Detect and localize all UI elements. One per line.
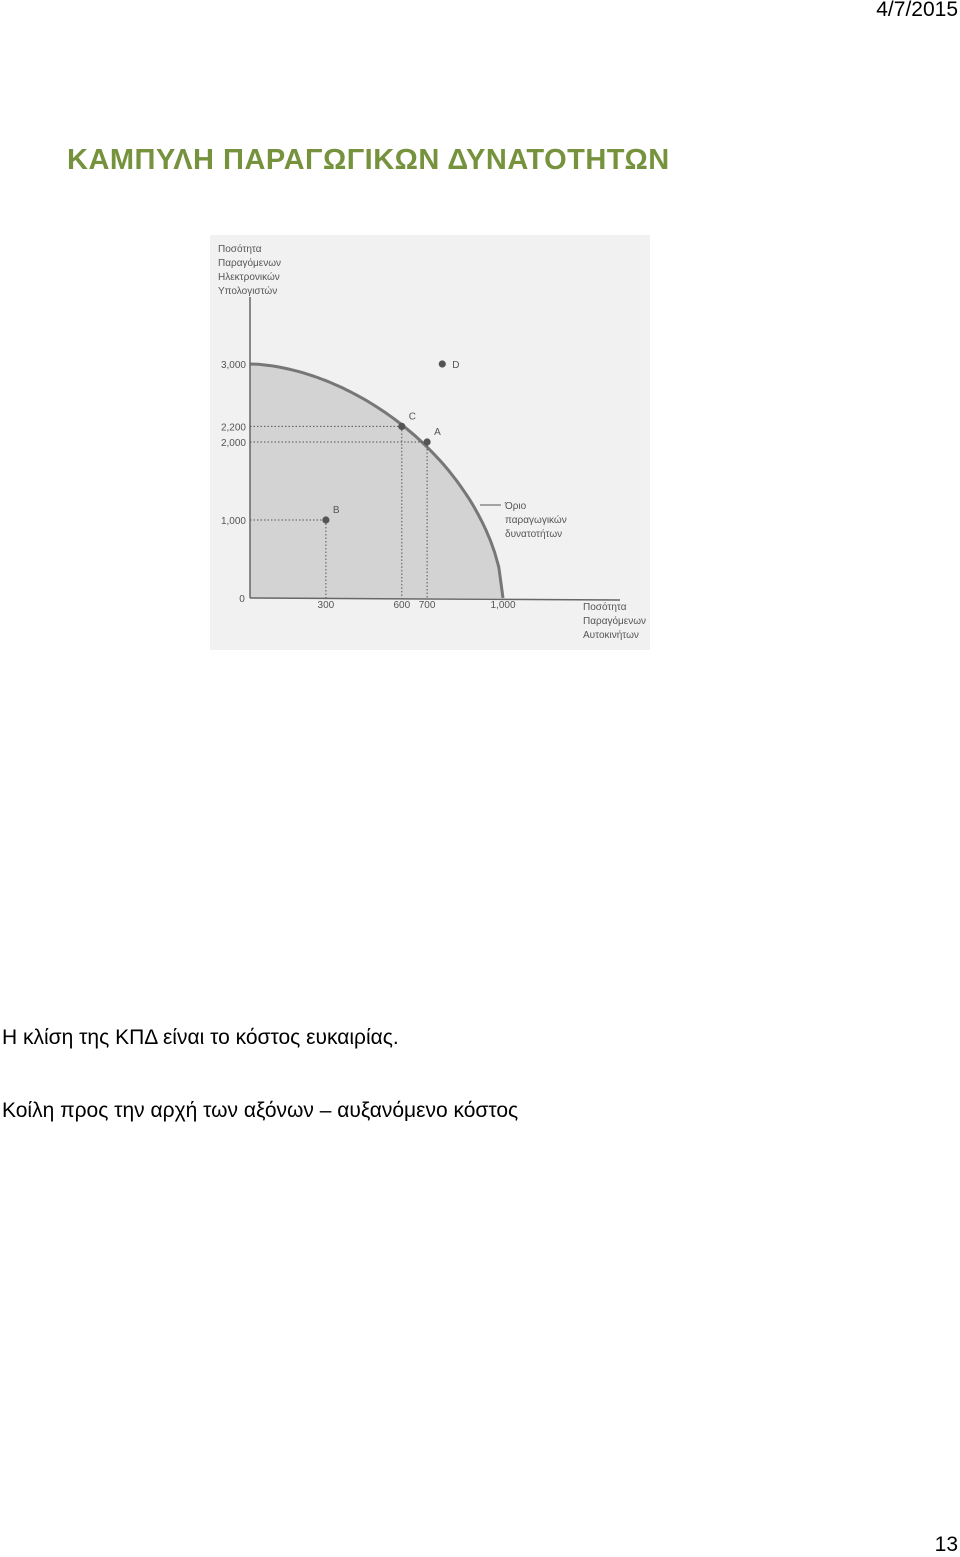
point-B <box>322 516 329 523</box>
point-label-C: C <box>408 411 417 423</box>
point-label-B: B <box>332 505 340 516</box>
chart-svg <box>210 235 650 650</box>
curve-label: παραγωγικών <box>505 515 567 526</box>
x-axis-label: Αυτοκινήτων <box>583 630 639 641</box>
point-D <box>439 360 446 367</box>
body-text-concave: Κοίλη προς την αρχή των αξόνων – αυξανόμενο κόστος <box>2 1099 519 1122</box>
x-tick-label: 600 <box>393 600 411 611</box>
x-tick-label: 1,000 <box>490 600 516 611</box>
page-number: 13 <box>934 1533 958 1556</box>
x-tick-label: 300 <box>317 600 335 611</box>
x-axis-label: Παραγόμενων <box>583 616 647 627</box>
page-title: ΚΑΜΠΥΛΗ ΠΑΡΑΓΩΓΙΚΩΝ ΔΥΝΑΤΟΤΗΤΩΝ <box>67 144 670 176</box>
point-C <box>398 423 405 430</box>
point-label-D: D <box>452 360 460 371</box>
ppf-area <box>250 364 503 598</box>
point-label-A: A <box>434 427 441 438</box>
y-axis-label: Υπολογιστών <box>218 286 278 297</box>
body-text-slope: Η κλίση της ΚΠΔ είναι το κόστος ευκαιρίας. <box>2 1026 399 1049</box>
date: 4/7/2015 <box>876 0 958 21</box>
x-tick-label: 700 <box>418 600 436 611</box>
ppf-chart <box>210 235 650 650</box>
y-tick-label: 1,000 <box>220 516 246 527</box>
point-A <box>424 438 431 445</box>
x-tick-label: 0 <box>239 594 245 605</box>
y-axis-label: Ηλεκτρονικών <box>218 272 280 283</box>
curve-label: δυνατοτήτων <box>505 529 563 540</box>
y-tick-label: 2,200 <box>220 422 246 434</box>
curve-label: Όριο <box>505 501 527 512</box>
y-tick-label: 3,000 <box>220 360 246 371</box>
x-axis-label: Ποσότητα <box>583 602 627 613</box>
y-tick-label: 2,000 <box>220 438 246 449</box>
y-axis-label: Παραγόμενων <box>218 258 282 269</box>
y-axis-label: Ποσότητα <box>218 244 262 255</box>
